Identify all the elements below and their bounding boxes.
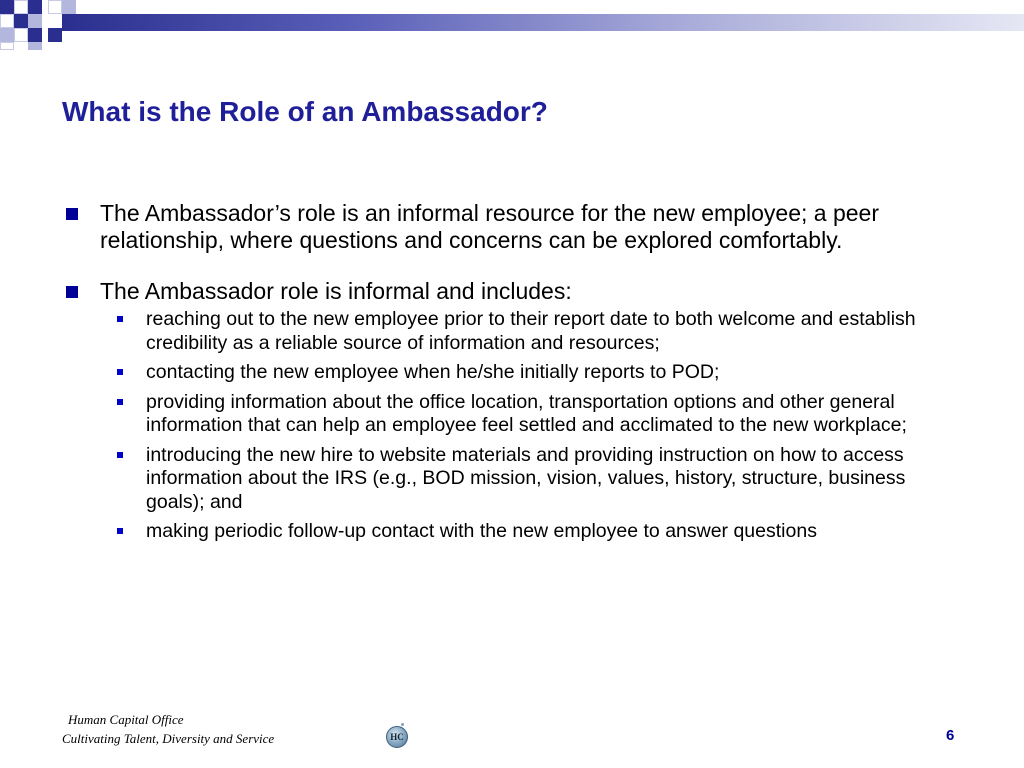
deco-square	[0, 0, 14, 14]
sub-bullet-list	[64, 308, 964, 544]
deco-square	[28, 42, 42, 50]
page-number: 6	[946, 727, 955, 744]
list-item	[64, 444, 964, 515]
list-item	[64, 520, 964, 544]
header-decoration	[0, 0, 1024, 50]
list-item	[64, 308, 964, 355]
deco-square	[28, 14, 42, 28]
deco-square	[48, 28, 62, 42]
deco-square	[14, 28, 28, 42]
deco-square	[28, 0, 42, 14]
sub-bullet-text: providing information about the office location, transportation options and other general information that can help an employee feel settled and acclimated to the new workplace;	[146, 390, 907, 436]
logo-dot	[401, 723, 404, 726]
square-bullet-icon	[66, 286, 78, 298]
deco-square	[0, 28, 14, 42]
hc-seal-icon	[386, 726, 408, 748]
header-gradient-bar	[62, 14, 1024, 31]
deco-square	[0, 42, 14, 50]
deco-square	[0, 14, 14, 28]
sub-bullet-text: contacting the new employee when he/she initially reports to POD;	[146, 361, 720, 383]
sub-bullet-text: introducing the new hire to website materials and providing instruction on how to access information about the IRS (e.g., BOD mission, vision, values, history, structure, business goals); and	[146, 443, 906, 513]
bullet-list	[64, 200, 964, 550]
bullet-text: The Ambassador’s role is an informal resource for the new employee; a peer relationship, where questions and concerns can be explored comfortably.	[100, 200, 879, 253]
small-square-bullet-icon	[117, 452, 123, 458]
deco-square	[14, 14, 28, 28]
sub-bullet-text: reaching out to the new employee prior to their report date to both welcome and establish credibility as a reliable source of information and resources;	[146, 308, 916, 354]
sub-bullet-text: making periodic follow-up contact with the new employee to answer questions	[146, 520, 817, 542]
footer-tagline: Cultivating Talent, Diversity and Service	[62, 731, 275, 746]
small-square-bullet-icon	[117, 369, 123, 375]
small-square-bullet-icon	[117, 316, 123, 322]
small-square-bullet-icon	[117, 399, 123, 405]
list-item	[64, 200, 964, 254]
bullet-text: The Ambassador role is informal and includes:	[100, 278, 572, 304]
square-bullet-icon	[66, 208, 78, 220]
small-square-bullet-icon	[117, 528, 123, 534]
deco-square	[14, 0, 28, 14]
list-item	[64, 278, 964, 305]
footer-text	[62, 710, 274, 748]
deco-square	[48, 0, 62, 14]
slide-title: What is the Role of an Ambassador?	[62, 96, 548, 127]
list-item	[64, 361, 964, 385]
deco-square	[62, 0, 76, 14]
list-item	[64, 391, 964, 438]
logo-text: HC	[390, 732, 404, 742]
footer-org-name: Human Capital Office	[68, 712, 184, 727]
deco-square	[28, 28, 42, 42]
